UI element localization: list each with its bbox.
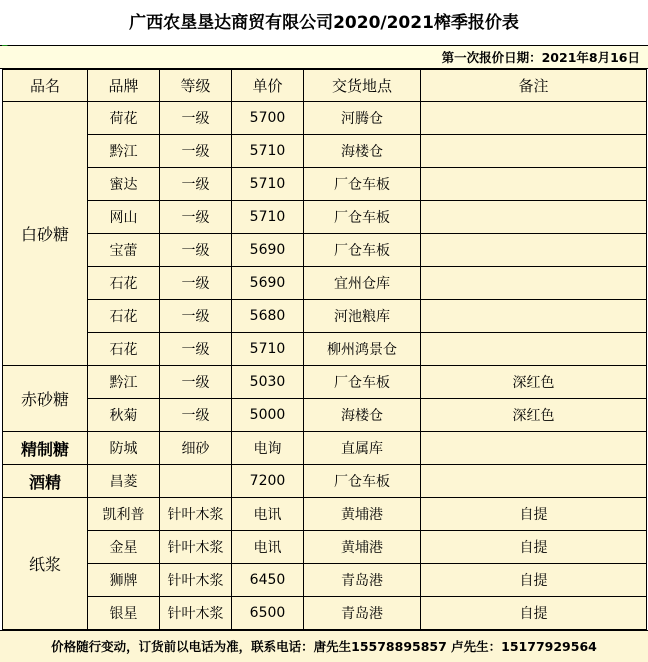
location-cell: 河腾仓 (304, 102, 421, 135)
table-row (3, 168, 647, 201)
grade-cell: 一级 (160, 399, 232, 432)
table-row (3, 201, 647, 234)
sheet-title: 广西农垦垦达商贸有限公司2020/2021榨季报价表 (0, 0, 648, 46)
note-cell: 自提 (421, 564, 647, 597)
price-cell: 5030 (232, 366, 304, 399)
grade-cell: 一级 (160, 300, 232, 333)
location-cell: 海楼仓 (304, 135, 421, 168)
brand-cell: 黔江 (88, 366, 160, 399)
table-row (3, 267, 647, 300)
note-cell (421, 300, 647, 333)
brand-cell: 防城 (88, 432, 160, 465)
note-cell (421, 102, 647, 135)
brand-cell: 黔江 (88, 135, 160, 168)
note-cell (421, 333, 647, 366)
grade-cell: 一级 (160, 168, 232, 201)
price-cell: 5710 (232, 135, 304, 168)
grade-cell: 一级 (160, 102, 232, 135)
note-cell (421, 201, 647, 234)
location-cell: 青岛港 (304, 564, 421, 597)
note-cell (421, 432, 647, 465)
note-cell (421, 234, 647, 267)
location-cell: 黄埔港 (304, 498, 421, 531)
location-cell: 海楼仓 (304, 399, 421, 432)
table-row (3, 399, 647, 432)
table-row (3, 333, 647, 366)
price-cell: 5700 (232, 102, 304, 135)
price-cell: 5710 (232, 201, 304, 234)
grade-cell (160, 465, 232, 498)
grade-cell: 一级 (160, 201, 232, 234)
table-row (3, 366, 647, 399)
price-cell: 电询 (232, 432, 304, 465)
price-table (2, 69, 647, 630)
grade-cell: 一级 (160, 267, 232, 300)
table-row (3, 234, 647, 267)
price-cell: 5690 (232, 234, 304, 267)
table-row (3, 432, 647, 465)
category-cell: 赤砂糖 (3, 366, 88, 432)
header-brand: 品牌 (88, 70, 160, 102)
header-grade: 等级 (160, 70, 232, 102)
location-cell: 青岛港 (304, 597, 421, 630)
location-cell: 黄埔港 (304, 531, 421, 564)
price-cell: 5000 (232, 399, 304, 432)
table-body (3, 102, 647, 630)
note-cell: 深红色 (421, 399, 647, 432)
price-cell: 5680 (232, 300, 304, 333)
brand-cell: 凯利普 (88, 498, 160, 531)
grade-cell: 针叶木浆 (160, 531, 232, 564)
brand-cell: 荷花 (88, 102, 160, 135)
table-row (3, 531, 647, 564)
location-cell: 厂仓车板 (304, 201, 421, 234)
category-cell: 纸浆 (3, 498, 88, 630)
price-cell: 6500 (232, 597, 304, 630)
brand-cell: 石花 (88, 300, 160, 333)
grade-cell: 一级 (160, 234, 232, 267)
location-cell: 厂仓车板 (304, 366, 421, 399)
brand-cell: 石花 (88, 267, 160, 300)
note-cell (421, 267, 647, 300)
price-cell: 电讯 (232, 498, 304, 531)
header-price: 单价 (232, 70, 304, 102)
header-note: 备注 (421, 70, 647, 102)
price-cell: 5710 (232, 333, 304, 366)
quote-date: 第一次报价日期：2021年8月16日 (0, 46, 648, 69)
location-cell: 宜州仓库 (304, 267, 421, 300)
brand-cell: 秋菊 (88, 399, 160, 432)
table-row (3, 135, 647, 168)
note-cell: 自提 (421, 498, 647, 531)
table-row (3, 498, 647, 531)
note-cell (421, 135, 647, 168)
note-cell: 自提 (421, 597, 647, 630)
grade-cell: 针叶木浆 (160, 498, 232, 531)
table-row (3, 102, 647, 135)
grade-cell: 针叶木浆 (160, 597, 232, 630)
grade-cell: 细砂 (160, 432, 232, 465)
brand-cell: 昌菱 (88, 465, 160, 498)
brand-cell: 宝蕾 (88, 234, 160, 267)
price-cell: 5690 (232, 267, 304, 300)
brand-cell: 狮牌 (88, 564, 160, 597)
brand-cell: 网山 (88, 201, 160, 234)
brand-cell: 蜜达 (88, 168, 160, 201)
grade-cell: 一级 (160, 366, 232, 399)
grade-cell: 一级 (160, 333, 232, 366)
price-cell: 7200 (232, 465, 304, 498)
price-cell: 5710 (232, 168, 304, 201)
location-cell: 厂仓车板 (304, 168, 421, 201)
location-cell: 柳州鸿景仓 (304, 333, 421, 366)
header-location: 交货地点 (304, 70, 421, 102)
table-row (3, 465, 647, 498)
grade-cell: 一级 (160, 135, 232, 168)
header-category: 品名 (3, 70, 88, 102)
note-cell (421, 465, 647, 498)
brand-cell: 金星 (88, 531, 160, 564)
note-cell: 自提 (421, 531, 647, 564)
location-cell: 河池粮库 (304, 300, 421, 333)
header-row (3, 70, 647, 102)
contact-footer: 价格随行变动，订货前以电话为准，联系电话：唐先生15578895857 卢先生：15177929564 (0, 630, 648, 662)
category-cell: 白砂糖 (3, 102, 88, 366)
price-cell: 6450 (232, 564, 304, 597)
price-cell: 电讯 (232, 531, 304, 564)
table-row (3, 564, 647, 597)
grade-cell: 针叶木浆 (160, 564, 232, 597)
note-cell (421, 168, 647, 201)
location-cell: 厂仓车板 (304, 465, 421, 498)
category-cell: 酒精 (3, 465, 88, 498)
location-cell: 厂仓车板 (304, 234, 421, 267)
table-row (3, 300, 647, 333)
brand-cell: 银星 (88, 597, 160, 630)
category-cell: 精制糖 (3, 432, 88, 465)
table-row (3, 597, 647, 630)
brand-cell: 石花 (88, 333, 160, 366)
location-cell: 直属库 (304, 432, 421, 465)
note-cell: 深红色 (421, 366, 647, 399)
